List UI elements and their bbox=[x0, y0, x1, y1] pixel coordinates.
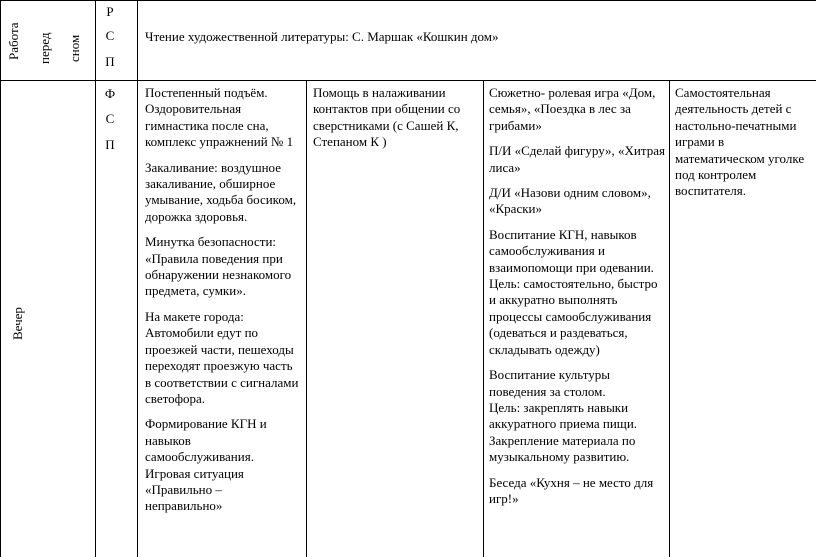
row1-side-label-line3: сном bbox=[67, 34, 82, 62]
row2-side-label: Вечер bbox=[10, 307, 25, 340]
row2-col4: Самостоятельная деятельность детей с настольно-печатными играми в математическом уголке под контролем воспитателя. bbox=[675, 85, 805, 199]
row1-activity: Чтение художественной литературы: С. Маршак «Кошкин дом» bbox=[145, 29, 499, 44]
col3-goal-dressing: Цель: самостоятельно, быстро и аккуратно выполнять процессы самообслуживания (одеваться и раздеваться, складывать одежду) bbox=[489, 276, 658, 357]
row2-col3 bbox=[489, 85, 665, 507]
grid-line-side bbox=[95, 0, 96, 557]
col1-wakeup: Постепенный подъём. Оздоровительная гимнастика после сна, комплекс упражнений № 1 bbox=[145, 85, 294, 150]
col3-goal-eating: Цель: закреплять навыки аккуратного приема пищи. bbox=[489, 399, 638, 432]
row2-code-p: П bbox=[105, 137, 115, 152]
row2-code-s: С bbox=[105, 111, 115, 126]
grid-line-row-divider bbox=[0, 80, 816, 81]
col3-talk-kitchen: Беседа «Кухня – не место для игр!» bbox=[489, 474, 654, 506]
row2-code-f: Ф bbox=[104, 86, 116, 101]
row1-side-label-line2: перед bbox=[37, 32, 52, 64]
row2-col2: Помощь в налаживании контактов при общении со сверстниками (с Сашей К, Степаном К ) bbox=[313, 85, 461, 150]
col1-hardening: Закаливание: воздушное закаливание, обширное умывание, ходьба босиком, дорожка здоровья. bbox=[145, 159, 297, 224]
row1-side-label-line1: Работа bbox=[6, 22, 21, 60]
row1-code-s: С bbox=[105, 28, 115, 43]
grid-line-col4 bbox=[669, 80, 670, 557]
col3-music: Закрепление материала по музыкальному развитию. bbox=[489, 432, 636, 465]
col3-kgn-dressing: Воспитание КГН, навыков самообслуживания и взаимопомощи при одевании. bbox=[489, 226, 654, 275]
row1-code-r: Р bbox=[106, 4, 114, 19]
grid-line-left bbox=[0, 0, 1, 557]
col3-role-play: Сюжетно- ролевая игра «Дом, семья», «Поездка в лес за грибами» bbox=[489, 85, 656, 133]
col3-table-manners: Воспитание культуры поведения за столом. bbox=[489, 367, 610, 399]
col3-outdoor-games: П/И «Сделай фигуру», «Хитрая лиса» bbox=[489, 143, 665, 175]
grid-line-code bbox=[137, 0, 138, 557]
grid-line-col3 bbox=[483, 80, 484, 557]
row2-col1 bbox=[145, 85, 301, 515]
grid-line-top bbox=[0, 0, 816, 1]
col1-self-care: Формирование КГН и навыков самообслуживания. Игровая ситуация «Правильно – неправильно» bbox=[145, 416, 267, 514]
col1-safety: Минутка безопасности: «Правила поведения при обнаружении незнакомого предмета, сумки». bbox=[145, 234, 292, 299]
col1-city-model: На макете города: Автомобили едут по проезжей части, пешеходы переходят проезжую часть в соответствии с сигналами светофора. bbox=[145, 308, 299, 406]
row1-code-p: П bbox=[105, 54, 115, 69]
grid-line-col2 bbox=[306, 80, 307, 557]
col3-didactic-games: Д/И «Назови одним словом», «Краски» bbox=[489, 185, 651, 217]
